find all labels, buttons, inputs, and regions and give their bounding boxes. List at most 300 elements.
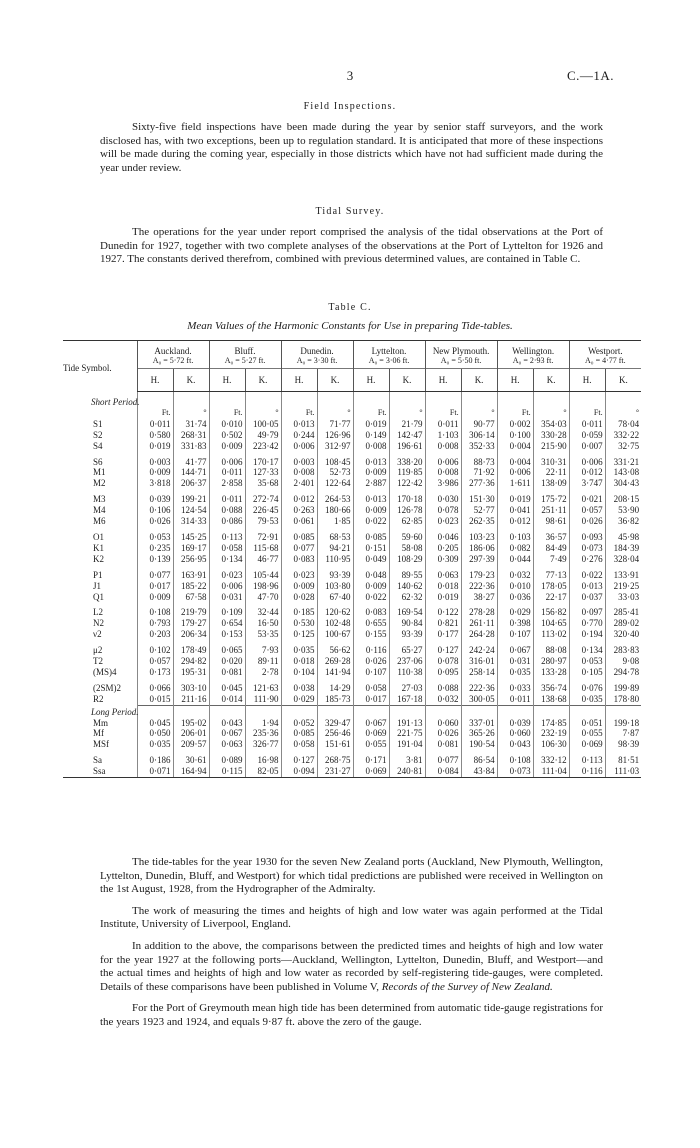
- amplitude-cell: 0·057: [137, 656, 173, 667]
- phase-cell: 138·09: [533, 478, 569, 489]
- amplitude-cell: 0·045: [209, 683, 245, 694]
- harmonic-constants-table: [63, 340, 641, 778]
- phase-cell: 36·82: [605, 516, 641, 527]
- table-header-ports: [63, 341, 641, 369]
- phase-cell: 354·03: [533, 419, 569, 430]
- tide-symbol: Mm: [93, 717, 109, 728]
- degree-unit: °: [245, 408, 281, 419]
- table-body: [63, 392, 641, 778]
- amplitude-cell: 0·083: [353, 607, 389, 618]
- amplitude-cell: 0·088: [209, 505, 245, 516]
- amplitude-cell: 0·019: [137, 441, 173, 452]
- tidal-survey-text: The operations for the year under report comprised the analysis of the tidal observations at the Port of Dunedin for 1927, together with two complete analyses of the observations at the Port of Lyttelton for 1926 and 1927. The constants derived therefrom, combined with previous determined values, are contained in Table C.: [100, 226, 603, 266]
- amplitude-cell: 0·036: [497, 592, 533, 603]
- phase-cell: 277·36: [461, 478, 497, 489]
- phase-cell: 104·65: [533, 618, 569, 629]
- phase-cell: 22·17: [533, 592, 569, 603]
- phase-cell: 1·85: [317, 516, 353, 527]
- amplitude-cell: 0·580: [137, 430, 173, 441]
- amplitude-cell: 0·089: [209, 755, 245, 766]
- amplitude-cell: 0·088: [425, 683, 461, 694]
- phase-cell: 208·15: [605, 494, 641, 505]
- amplitude-column-header: H.: [209, 369, 245, 392]
- amplitude-cell: 0·030: [425, 494, 461, 505]
- amplitude-cell: 0·009: [209, 441, 245, 452]
- amplitude-cell: 0·115: [209, 766, 245, 777]
- amplitude-cell: 0·067: [497, 645, 533, 656]
- phase-cell: 223·42: [245, 441, 281, 452]
- amplitude-cell: 0·094: [281, 766, 317, 777]
- amplitude-cell: 0·007: [569, 441, 605, 452]
- amplitude-cell: 0·052: [281, 718, 317, 729]
- amplitude-cell: 0·041: [497, 505, 533, 516]
- amplitude-cell: 0·102: [137, 645, 173, 656]
- phase-cell: 122·64: [317, 478, 353, 489]
- amplitude-cell: 0·019: [497, 494, 533, 505]
- phase-cell: 142·47: [389, 430, 425, 441]
- constituent-row: [63, 419, 641, 430]
- amplitude-cell: 0·032: [425, 694, 461, 705]
- constituent-row: [63, 467, 641, 478]
- amplitude-cell: 0·113: [569, 755, 605, 766]
- constituent-row: [63, 718, 641, 729]
- phase-cell: 331·21: [605, 457, 641, 468]
- phase-cell: 199·21: [173, 494, 209, 505]
- phase-cell: 56·62: [317, 645, 353, 656]
- port-name: Dunedin.: [300, 346, 334, 356]
- phase-cell: 59·60: [389, 532, 425, 543]
- amplitude-cell: 0·155: [353, 629, 389, 640]
- phase-cell: 7·93: [245, 645, 281, 656]
- phase-cell: 126·96: [317, 430, 353, 441]
- phase-cell: 145·25: [173, 532, 209, 543]
- phase-cell: 30·61: [173, 755, 209, 766]
- tide-symbol: Q1: [93, 591, 104, 602]
- phase-cell: 52·77: [461, 505, 497, 516]
- amplitude-cell: 0·017: [353, 694, 389, 705]
- phase-cell: 133·28: [533, 667, 569, 678]
- amplitude-cell: 0·033: [497, 683, 533, 694]
- amplitude-cell: 0·009: [353, 505, 389, 516]
- phase-cell: 67·40: [317, 592, 353, 603]
- amplitude-cell: 0·009: [137, 592, 173, 603]
- port-name: Westport.: [588, 346, 623, 356]
- amplitude-cell: 0·134: [569, 645, 605, 656]
- phase-cell: 68·53: [317, 532, 353, 543]
- phase-cell: 231·27: [317, 766, 353, 777]
- phase-cell: 190·54: [461, 739, 497, 750]
- amplitude-column-header: H.: [425, 369, 461, 392]
- amplitude-cell: 0·011: [209, 467, 245, 478]
- amplitude-cell: 0·105: [569, 667, 605, 678]
- port-name: Lyttelton.: [371, 346, 407, 356]
- phase-cell: 174·85: [533, 718, 569, 729]
- phase-cell: 53·35: [245, 629, 281, 640]
- phase-cell: 94·21: [317, 543, 353, 554]
- amplitude-cell: 0·085: [281, 728, 317, 739]
- phase-cell: 138·68: [533, 694, 569, 705]
- phase-cell: 330·28: [533, 430, 569, 441]
- amplitude-cell: 0·022: [353, 516, 389, 527]
- phase-cell: 180·66: [317, 505, 353, 516]
- phase-cell: 219·79: [173, 607, 209, 618]
- tide-symbol: P1: [93, 569, 103, 580]
- amplitude-cell: 0·010: [209, 419, 245, 430]
- amplitude-column-header: H.: [137, 369, 173, 392]
- amplitude-cell: 0·055: [569, 728, 605, 739]
- phase-cell: 196·61: [389, 441, 425, 452]
- constituent-row: [63, 656, 641, 667]
- feet-unit: Ft.: [353, 408, 389, 419]
- amplitude-cell: 0·104: [281, 667, 317, 678]
- phase-cell: 328·04: [605, 554, 641, 565]
- degree-unit: °: [533, 408, 569, 419]
- records-publication-title: Records of the Survey of New Zealand.: [381, 980, 553, 993]
- phase-column-header: K.: [245, 369, 281, 392]
- amplitude-cell: 0·018: [281, 656, 317, 667]
- tide-symbol: Sa: [93, 755, 102, 766]
- phase-column-header: K.: [389, 369, 425, 392]
- amplitude-cell: 0·081: [209, 667, 245, 678]
- port-header: [281, 341, 353, 369]
- amplitude-cell: 0·108: [137, 607, 173, 618]
- constituent-row: [63, 683, 641, 694]
- phase-cell: 209·57: [173, 739, 209, 750]
- amplitude-cell: 0·060: [497, 728, 533, 739]
- amplitude-cell: 0·011: [137, 419, 173, 430]
- phase-cell: 27·03: [389, 683, 425, 694]
- phase-cell: 7·87: [605, 728, 641, 739]
- degree-unit: °: [317, 408, 353, 419]
- amplitude-cell: 0·530: [281, 618, 317, 629]
- phase-cell: 105·44: [245, 570, 281, 581]
- phase-cell: 47·70: [245, 592, 281, 603]
- amplitude-cell: 0·095: [425, 667, 461, 678]
- amplitude-cell: 0·177: [425, 629, 461, 640]
- phase-cell: 240·81: [389, 766, 425, 777]
- amplitude-cell: 0·793: [137, 618, 173, 629]
- phase-cell: 7·49: [533, 554, 569, 565]
- phase-cell: 141·94: [317, 667, 353, 678]
- tidal-survey-heading: Tidal Survey.: [315, 206, 385, 217]
- phase-cell: 2·78: [245, 667, 281, 678]
- phase-cell: 98·39: [605, 739, 641, 750]
- phase-cell: 170·17: [245, 457, 281, 468]
- constituent-row: [63, 694, 641, 705]
- amplitude-cell: 0·003: [137, 457, 173, 468]
- constituent-row: [63, 581, 641, 592]
- amplitude-cell: 0·029: [281, 694, 317, 705]
- port-mean-level: A₀ = 5·27 ft.: [224, 356, 266, 365]
- phase-cell: 144·71: [173, 467, 209, 478]
- amplitude-cell: 0·008: [425, 441, 461, 452]
- phase-cell: 41·77: [173, 457, 209, 468]
- amplitude-cell: 0·821: [425, 618, 461, 629]
- phase-cell: 49·79: [245, 430, 281, 441]
- amplitude-cell: 0·106: [137, 505, 173, 516]
- phase-column-header: K.: [173, 369, 209, 392]
- phase-column-header: K.: [533, 369, 569, 392]
- phase-cell: 119·85: [389, 467, 425, 478]
- phase-cell: 53·90: [605, 505, 641, 516]
- amplitude-cell: 0·235: [137, 543, 173, 554]
- amplitude-cell: 0·078: [425, 505, 461, 516]
- amplitude-cell: 0·009: [137, 467, 173, 478]
- phase-cell: 256·46: [317, 728, 353, 739]
- tide-symbol-header: [63, 341, 137, 392]
- phase-cell: 294·78: [605, 667, 641, 678]
- amplitude-cell: 0·019: [353, 419, 389, 430]
- amplitude-cell: 0·085: [353, 532, 389, 543]
- amplitude-cell: 0·654: [209, 618, 245, 629]
- amplitude-cell: 0·063: [209, 739, 245, 750]
- constituent-row: [63, 441, 641, 452]
- amplitude-cell: 0·012: [569, 467, 605, 478]
- amplitude-cell: 0·108: [497, 755, 533, 766]
- feet-unit: Ft.: [425, 408, 461, 419]
- phase-cell: 106·30: [533, 739, 569, 750]
- phase-cell: 86·54: [461, 755, 497, 766]
- amplitude-cell: 0·006: [281, 441, 317, 452]
- phase-cell: 206·34: [173, 629, 209, 640]
- phase-cell: 169·54: [389, 607, 425, 618]
- amplitude-cell: 0·014: [209, 694, 245, 705]
- port-header: [497, 341, 569, 369]
- amplitude-cell: 0·067: [353, 718, 389, 729]
- amplitude-cell: 0·039: [137, 494, 173, 505]
- long-period-section: [63, 707, 641, 718]
- phase-cell: 71·77: [317, 419, 353, 430]
- constituent-row: [63, 505, 641, 516]
- phase-cell: 251·11: [533, 505, 569, 516]
- tide-symbol: (MS)4: [93, 666, 117, 677]
- phase-cell: 175·72: [533, 494, 569, 505]
- phase-cell: 103·80: [317, 581, 353, 592]
- amplitude-cell: 0·073: [497, 766, 533, 777]
- amplitude-cell: 0·050: [137, 728, 173, 739]
- amplitude-cell: 0·026: [353, 656, 389, 667]
- amplitude-cell: 0·502: [209, 430, 245, 441]
- amplitude-cell: 0·194: [569, 629, 605, 640]
- amplitude-cell: 0·012: [281, 494, 317, 505]
- phase-cell: 151·61: [317, 739, 353, 750]
- phase-cell: 329·47: [317, 718, 353, 729]
- amplitude-cell: 0·107: [353, 667, 389, 678]
- constituent-row: [63, 766, 641, 777]
- table-caption: Mean Values of the Harmonic Constants for Use in preparing Tide-tables.: [187, 320, 513, 332]
- port-name: Auckland.: [154, 346, 192, 356]
- amplitude-cell: 0·044: [497, 554, 533, 565]
- closing-paragraphs: [100, 856, 603, 1030]
- feet-unit: Ft.: [137, 408, 173, 419]
- amplitude-cell: 0·093: [569, 532, 605, 543]
- phase-cell: 108·45: [317, 457, 353, 468]
- phase-cell: 310·31: [533, 457, 569, 468]
- degree-unit: °: [173, 408, 209, 419]
- amplitude-cell: 0·002: [497, 419, 533, 430]
- phase-cell: 338·20: [389, 457, 425, 468]
- amplitude-cell: 0·028: [281, 592, 317, 603]
- phase-cell: 242·24: [461, 645, 497, 656]
- phase-cell: 195·02: [173, 718, 209, 729]
- document-reference: C.—1A.: [566, 68, 614, 83]
- phase-cell: 184·39: [605, 543, 641, 554]
- amplitude-cell: 0·185: [281, 607, 317, 618]
- amplitude-cell: 0·186: [137, 755, 173, 766]
- tide-symbol: M4: [93, 505, 106, 516]
- constituent-row: [63, 629, 641, 640]
- constituent-row: [63, 592, 641, 603]
- phase-cell: 178·05: [533, 581, 569, 592]
- tide-symbol: M1: [93, 467, 106, 478]
- phase-cell: 45·98: [605, 532, 641, 543]
- phase-cell: 221·75: [389, 728, 425, 739]
- phase-cell: 122·42: [389, 478, 425, 489]
- phase-cell: 110·38: [389, 667, 425, 678]
- constituent-row: [63, 532, 641, 543]
- phase-cell: 268·75: [317, 755, 353, 766]
- amplitude-cell: 0·008: [425, 467, 461, 478]
- tide-symbol: ν2: [93, 629, 102, 640]
- tide-symbol: S1: [93, 418, 103, 429]
- phase-cell: 167·18: [389, 694, 425, 705]
- degree-unit: °: [461, 408, 497, 419]
- amplitude-cell: 0·009: [353, 467, 389, 478]
- phase-cell: 22·11: [533, 467, 569, 478]
- constituent-row: [63, 755, 641, 766]
- tide-symbol: M3: [93, 494, 106, 505]
- unit-row: [63, 408, 641, 419]
- amplitude-cell: 0·011: [497, 694, 533, 705]
- phase-cell: 331·83: [173, 441, 209, 452]
- amplitude-cell: 0·655: [353, 618, 389, 629]
- phase-cell: 256·95: [173, 554, 209, 565]
- table-title: Table C.: [328, 302, 372, 313]
- feet-unit: Ft.: [569, 408, 605, 419]
- amplitude-cell: 0·004: [497, 441, 533, 452]
- phase-cell: 103·23: [461, 532, 497, 543]
- amplitude-cell: 0·069: [353, 766, 389, 777]
- amplitude-cell: 0·173: [137, 667, 173, 678]
- amplitude-cell: 0·011: [425, 419, 461, 430]
- amplitude-column-header: H.: [497, 369, 533, 392]
- tide-symbol: S2: [93, 429, 103, 440]
- phase-cell: 82·05: [245, 766, 281, 777]
- phase-cell: 297·39: [461, 554, 497, 565]
- constituent-row: [63, 618, 641, 629]
- amplitude-cell: 0·109: [209, 607, 245, 618]
- phase-cell: 78·04: [605, 419, 641, 430]
- phase-cell: 52·73: [317, 467, 353, 478]
- port-name: Wellington.: [512, 346, 555, 356]
- phase-cell: 90·77: [461, 419, 497, 430]
- amplitude-cell: 0·021: [569, 494, 605, 505]
- amplitude-cell: 0·113: [209, 532, 245, 543]
- feet-unit: Ft.: [209, 408, 245, 419]
- phase-cell: 222·36: [461, 683, 497, 694]
- phase-cell: 306·14: [461, 430, 497, 441]
- phase-cell: 90·84: [389, 618, 425, 629]
- phase-cell: 21·79: [389, 419, 425, 430]
- amplitude-cell: 0·069: [569, 739, 605, 750]
- phase-cell: 79·53: [245, 516, 281, 527]
- amplitude-cell: 0·059: [569, 430, 605, 441]
- closing-paragraph-comparisons: [100, 940, 603, 994]
- amplitude-cell: 0·006: [209, 457, 245, 468]
- phase-cell: 127·33: [245, 467, 281, 478]
- phase-cell: 198·96: [245, 581, 281, 592]
- amplitude-cell: 3·818: [137, 478, 173, 489]
- phase-cell: 235·36: [245, 728, 281, 739]
- short-period-section-label: Short Period.: [91, 397, 140, 407]
- phase-cell: 113·02: [533, 629, 569, 640]
- amplitude-cell: 0·398: [497, 618, 533, 629]
- phase-cell: 206·37: [173, 478, 209, 489]
- amplitude-cell: 0·006: [209, 581, 245, 592]
- amplitude-cell: 0·058: [353, 683, 389, 694]
- amplitude-cell: 0·004: [497, 457, 533, 468]
- amplitude-column-header: H.: [281, 369, 317, 392]
- tide-symbol: MSf: [93, 739, 110, 750]
- constituent-row: [63, 430, 641, 441]
- phase-cell: 72·91: [245, 532, 281, 543]
- constituent-row: [63, 728, 641, 739]
- constituent-row: [63, 607, 641, 618]
- amplitude-cell: 0·012: [497, 516, 533, 527]
- phase-cell: 1·94: [245, 718, 281, 729]
- phase-cell: 14·29: [317, 683, 353, 694]
- amplitude-cell: 0·006: [425, 457, 461, 468]
- amplitude-cell: 0·263: [281, 505, 317, 516]
- closing-paragraph-tide-tables: The tide-tables for the year 1930 for the seven New Zealand ports (Auckland, New Plymouth, Wellington, Lyttelton, Dunedin, Bluff, and Westport) for which tidal predictions are published were received in Wellington on the 1st August, 1928, from the Hydrographer of the Admiralty.: [100, 856, 603, 896]
- amplitude-cell: 0·018: [425, 581, 461, 592]
- amplitude-cell: 3·747: [569, 478, 605, 489]
- amplitude-cell: 0·077: [137, 570, 173, 581]
- phase-cell: 43·84: [461, 766, 497, 777]
- phase-cell: 121·63: [245, 683, 281, 694]
- amplitude-cell: 0·058: [281, 739, 317, 750]
- port-name: Bluff.: [234, 346, 256, 356]
- table-header-columns: [63, 369, 641, 392]
- phase-cell: 199·89: [605, 683, 641, 694]
- amplitude-cell: 0·013: [353, 457, 389, 468]
- amplitude-cell: 0·082: [497, 543, 533, 554]
- tide-symbol: Mf: [93, 728, 104, 739]
- phase-cell: 84·49: [533, 543, 569, 554]
- amplitude-cell: 0·055: [353, 739, 389, 750]
- phase-cell: 264·28: [461, 629, 497, 640]
- page-number: 3: [346, 68, 354, 83]
- phase-cell: 264·53: [317, 494, 353, 505]
- field-inspections-text: Sixty-five field inspections have been made during the year by senior staff surveyors, and the work disclosed has, with two exceptions, been up to regulation standard. It is anticipated that more of these inspections will be made during the coming year, especially in those districts which have not had sufficient made during the year under review.: [100, 121, 603, 174]
- amplitude-cell: 0·067: [209, 728, 245, 739]
- amplitude-cell: 0·020: [209, 656, 245, 667]
- amplitude-cell: 0·084: [425, 766, 461, 777]
- tidal-survey-paragraph: [100, 226, 603, 267]
- amplitude-cell: 0·060: [425, 718, 461, 729]
- phase-cell: 62·85: [389, 516, 425, 527]
- amplitude-cell: 0·151: [353, 543, 389, 554]
- tide-symbol: M2: [93, 478, 106, 489]
- closing-paragraph-greymouth: For the Port of Greymouth mean high tide has been determined from automatic tide-gauge registrations for the years 1923 and 1924, and equals 9·87 ft. above the zero of the gauge.: [100, 1002, 603, 1028]
- phase-cell: 179·27: [173, 618, 209, 629]
- amplitude-cell: 0·053: [137, 532, 173, 543]
- phase-cell: 93·39: [317, 570, 353, 581]
- amplitude-cell: 0·058: [209, 543, 245, 554]
- amplitude-cell: 0·026: [137, 516, 173, 527]
- amplitude-cell: 0·008: [281, 467, 317, 478]
- amplitude-cell: 0·006: [569, 457, 605, 468]
